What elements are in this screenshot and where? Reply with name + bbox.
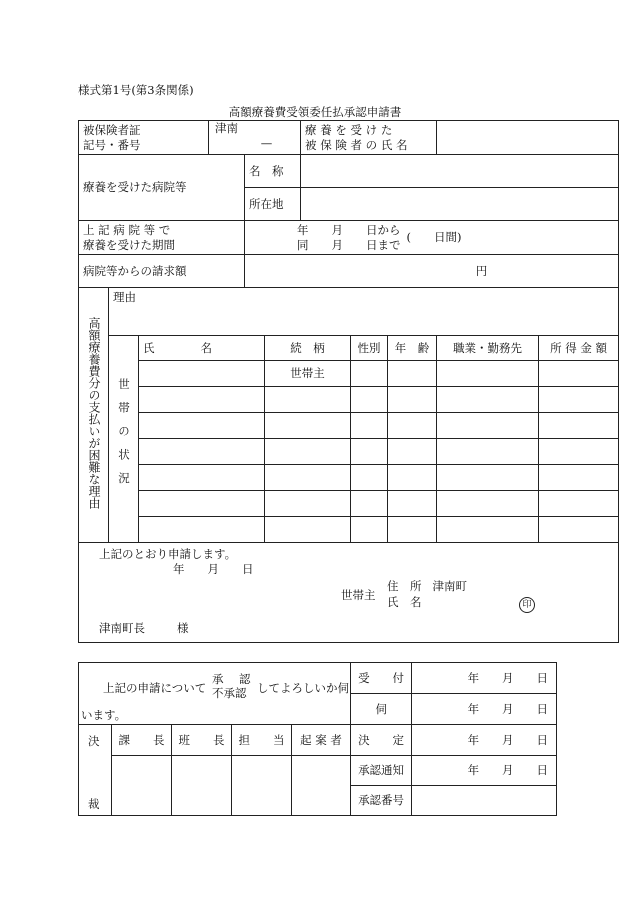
- cell-relation[interactable]: [265, 491, 351, 517]
- cell-name[interactable]: [139, 361, 265, 387]
- insured-name-label: 療 養 を 受 け た 被 保 険 者 の 氏 名: [301, 121, 437, 155]
- household-vertical-label: 世帯の状況: [109, 336, 139, 543]
- cell-occupation[interactable]: [437, 413, 539, 439]
- cell-relation[interactable]: [265, 439, 351, 465]
- approval-table: [78, 662, 557, 816]
- reception-date[interactable]: 年 月 日: [412, 663, 557, 694]
- table-row: [79, 517, 619, 543]
- table-row: [79, 387, 619, 413]
- cell-age[interactable]: [388, 491, 437, 517]
- kessai-label: 決 裁: [79, 725, 112, 816]
- claim-amount-field[interactable]: 円: [245, 255, 619, 288]
- period-field[interactable]: 年 月 日から 同 月 日まで ( 日間): [245, 221, 619, 255]
- form-number: 様式第1号(第3条関係): [78, 83, 194, 97]
- cell-name[interactable]: [139, 413, 265, 439]
- inquiry-date[interactable]: 年 月 日: [412, 694, 557, 725]
- declaration-block: [79, 543, 619, 643]
- cell-sex[interactable]: [351, 413, 388, 439]
- seal-icon: 印: [519, 597, 535, 613]
- cell-sex[interactable]: [351, 361, 388, 387]
- col-header-income: 所 得 金 額: [539, 336, 619, 361]
- claim-label: 病院等からの請求額: [79, 255, 245, 288]
- application-form: [78, 120, 619, 643]
- insured-name-field[interactable]: [437, 121, 619, 155]
- cell-name[interactable]: [139, 387, 265, 413]
- col-header-age: 年 齢: [388, 336, 437, 361]
- cell-name[interactable]: [139, 465, 265, 491]
- reason-field[interactable]: 理由: [109, 288, 619, 336]
- insured-id-field[interactable]: 津南 —: [209, 121, 301, 155]
- inquiry-label: 伺: [351, 694, 412, 725]
- period-label: 上 記 病 院 等 で 療養を受けた期間: [79, 221, 245, 255]
- cell-occupation[interactable]: [437, 439, 539, 465]
- col-header-name: 氏 名: [139, 336, 265, 361]
- decision-date[interactable]: 年 月 日: [412, 725, 557, 756]
- cell-occupation[interactable]: [437, 361, 539, 387]
- col-header-sex: 性別: [351, 336, 388, 361]
- cell-income[interactable]: [539, 439, 619, 465]
- hospital-address-label: 所在地: [245, 188, 301, 221]
- cell-age[interactable]: [388, 361, 437, 387]
- cell-sex[interactable]: [351, 491, 388, 517]
- cell-age[interactable]: [388, 413, 437, 439]
- cell-occupation[interactable]: [437, 491, 539, 517]
- approval-number-label: 承認番号: [351, 786, 412, 816]
- cell-relation[interactable]: [265, 387, 351, 413]
- cell-age[interactable]: [388, 517, 437, 543]
- notice-label: 承認通知: [351, 756, 412, 786]
- cell-income[interactable]: [539, 361, 619, 387]
- notice-date[interactable]: 年 月 日: [412, 756, 557, 786]
- hospital-name-field[interactable]: [301, 155, 619, 188]
- household-header-row: [79, 336, 619, 361]
- table-row: [79, 491, 619, 517]
- cell-relation[interactable]: [265, 465, 351, 491]
- col-header-occupation: 職業・勤務先: [437, 336, 539, 361]
- role-drafter: 起 案 者: [292, 725, 351, 756]
- col-header-relation: 続 柄: [265, 336, 351, 361]
- role-staff: 担 当: [232, 725, 292, 756]
- option-disapprove[interactable]: 不承認: [212, 686, 247, 700]
- approval-request-text: 上記の申請について 承 認 不承認 してよろしいか伺 います。: [79, 663, 351, 725]
- insured-id-label: 被保険者証 記号・番号: [79, 121, 209, 155]
- cell-income[interactable]: [539, 387, 619, 413]
- hospital-label: 療養を受けた病院等: [79, 155, 245, 221]
- decision-label: 決 定: [351, 725, 412, 756]
- cell-relation[interactable]: [265, 517, 351, 543]
- cell-sex[interactable]: [351, 517, 388, 543]
- cell-sex[interactable]: [351, 439, 388, 465]
- option-approve[interactable]: 承 認: [212, 672, 253, 686]
- table-row: [79, 439, 619, 465]
- seal-box-team-leader[interactable]: [172, 756, 232, 816]
- table-row: [79, 465, 619, 491]
- cell-sex[interactable]: [351, 387, 388, 413]
- cell-income[interactable]: [539, 413, 619, 439]
- hospital-name-label: 名 称: [245, 155, 301, 188]
- cell-occupation[interactable]: [437, 517, 539, 543]
- cell-name[interactable]: [139, 439, 265, 465]
- approval-number-field[interactable]: [412, 786, 557, 816]
- role-team-leader: 班 長: [172, 725, 232, 756]
- hospital-address-field[interactable]: [301, 188, 619, 221]
- addressee: 津南町長 様: [99, 621, 189, 635]
- seal-box-drafter[interactable]: [292, 756, 351, 816]
- reception-label: 受 付: [351, 663, 412, 694]
- table-row: [79, 413, 619, 439]
- cell-income[interactable]: [539, 465, 619, 491]
- seal-box-staff[interactable]: [232, 756, 292, 816]
- cell-sex[interactable]: [351, 465, 388, 491]
- seal-box-section-chief[interactable]: [112, 756, 172, 816]
- cell-name[interactable]: [139, 491, 265, 517]
- cell-age[interactable]: [388, 387, 437, 413]
- cell-age[interactable]: [388, 465, 437, 491]
- form-title: 高額療養費受領委任払承認申請書: [228, 105, 402, 119]
- seal-mark: [519, 596, 535, 613]
- role-section-chief: 課 長: [112, 725, 172, 756]
- cell-relation[interactable]: [265, 413, 351, 439]
- cell-relation[interactable]: 世帯主: [265, 361, 351, 387]
- applicant-name[interactable]: 氏 名: [387, 595, 422, 609]
- applicant-role: 世帯主: [341, 588, 376, 602]
- table-row: [79, 361, 619, 387]
- cell-occupation[interactable]: [437, 387, 539, 413]
- declaration-date[interactable]: 年 月 日: [173, 562, 254, 576]
- cell-occupation[interactable]: [437, 465, 539, 491]
- cell-name[interactable]: [139, 517, 265, 543]
- cell-age[interactable]: [388, 439, 437, 465]
- declaration-text: 上記のとおり申請します。: [99, 547, 237, 561]
- reason-vertical-label: 高額療養費分の支払いが困難な理由: [79, 288, 109, 543]
- cell-income[interactable]: [539, 517, 619, 543]
- applicant-address[interactable]: 住 所 津南町: [387, 579, 467, 593]
- cell-income[interactable]: [539, 491, 619, 517]
